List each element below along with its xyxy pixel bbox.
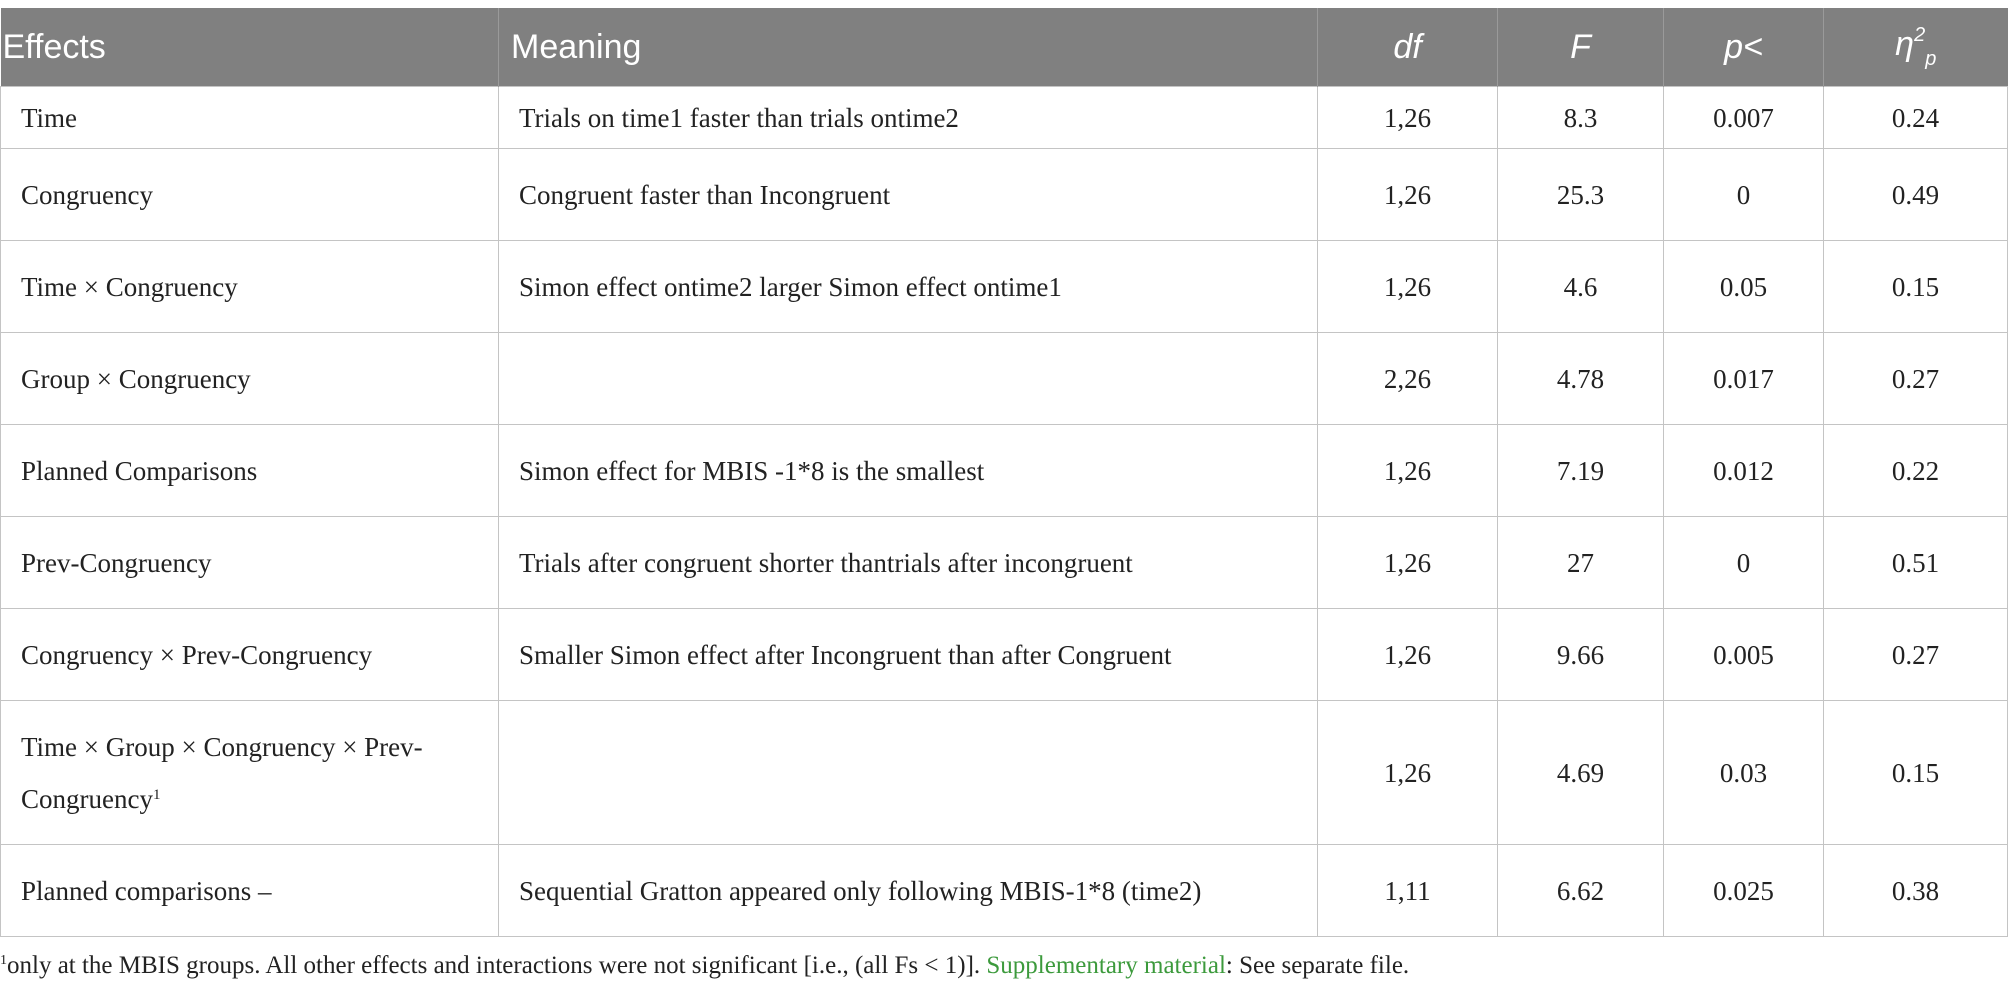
- table-header-row: [1, 8, 2008, 87]
- p-cell: 0.03: [1664, 701, 1824, 845]
- header-df: df: [1318, 8, 1498, 87]
- meaning-cell: Congruent faster than Incongruent: [499, 149, 1318, 241]
- header-p: p<: [1664, 8, 1824, 87]
- eta-cell: 0.49: [1824, 149, 2008, 241]
- f-cell: 25.3: [1498, 149, 1664, 241]
- f-cell: 8.3: [1498, 87, 1664, 149]
- p-cell: 0.005: [1664, 609, 1824, 701]
- table-row: [1, 425, 2008, 517]
- effect-cell: [1, 701, 499, 845]
- eta-cell: 0.51: [1824, 517, 2008, 609]
- eta-cell: 0.15: [1824, 701, 2008, 845]
- df-cell: 1,26: [1318, 87, 1498, 149]
- table-row: [1, 333, 2008, 425]
- effect-cell: Congruency × Prev-Congruency: [1, 609, 499, 701]
- p-cell: 0.007: [1664, 87, 1824, 149]
- header-effects: Effects: [1, 8, 499, 87]
- f-cell: 27: [1498, 517, 1664, 609]
- p-cell: 0: [1664, 517, 1824, 609]
- df-cell: 2,26: [1318, 333, 1498, 425]
- table-row: [1, 609, 2008, 701]
- effect-cell: Planned Comparisons: [1, 425, 499, 517]
- footnote-marker: 1: [152, 786, 161, 803]
- table-row: [1, 149, 2008, 241]
- footnote-number: 1: [0, 953, 7, 968]
- meaning-cell: Smaller Simon effect after Incongruent than after Congruent: [499, 609, 1318, 701]
- df-cell: 1,26: [1318, 701, 1498, 845]
- table-row: [1, 241, 2008, 333]
- eta-cell: 0.27: [1824, 333, 2008, 425]
- f-cell: 7.19: [1498, 425, 1664, 517]
- meaning-cell: Simon effect ontime2 larger Simon effect ontime1: [499, 241, 1318, 333]
- meaning-cell: [499, 333, 1318, 425]
- effect-cell: Group × Congruency: [1, 333, 499, 425]
- f-cell: 4.6: [1498, 241, 1664, 333]
- eta-superscript: 2: [1914, 23, 1926, 46]
- effect-line-2: Congruency: [21, 783, 153, 814]
- eta-symbol: η: [1895, 24, 1915, 63]
- df-cell: 1,11: [1318, 845, 1498, 937]
- table-footnote: [0, 952, 1409, 980]
- p-cell: 0.025: [1664, 845, 1824, 937]
- eta-cell: 0.15: [1824, 241, 2008, 333]
- effect-cell: Time: [1, 87, 499, 149]
- footnote-text: only at the MBIS groups. All other effects and interactions were not significant [i.e., (all Fs < 1)].: [7, 952, 987, 979]
- footnote-tail: : See separate file.: [1225, 952, 1410, 979]
- f-cell: 9.66: [1498, 609, 1664, 701]
- eta-cell: 0.22: [1824, 425, 2008, 517]
- df-cell: 1,26: [1318, 609, 1498, 701]
- df-cell: 1,26: [1318, 241, 1498, 333]
- table-row: [1, 87, 2008, 149]
- meaning-cell: Trials after congruent shorter thantrials after incongruent: [499, 517, 1318, 609]
- eta-cell: 0.38: [1824, 845, 2008, 937]
- eta-cell: 0.27: [1824, 609, 2008, 701]
- meaning-cell: [499, 701, 1318, 845]
- supplementary-material-link[interactable]: Supplementary material: [986, 952, 1226, 979]
- effect-cell: Time × Congruency: [1, 241, 499, 333]
- p-cell: 0.05: [1664, 241, 1824, 333]
- header-f: F: [1498, 8, 1664, 87]
- meaning-cell: Sequential Gratton appeared only following MBIS-1*8 (time2): [499, 845, 1318, 937]
- header-meaning: Meaning: [499, 8, 1318, 87]
- header-eta-squared: [1824, 8, 2008, 87]
- p-cell: 0: [1664, 149, 1824, 241]
- df-cell: 1,26: [1318, 149, 1498, 241]
- df-cell: 1,26: [1318, 517, 1498, 609]
- eta-cell: 0.24: [1824, 87, 2008, 149]
- eta-subscript: p: [1925, 47, 1937, 70]
- meaning-cell: Simon effect for MBIS -1*8 is the smallest: [499, 425, 1318, 517]
- anova-results-table: [0, 8, 2008, 937]
- p-cell: 0.017: [1664, 333, 1824, 425]
- table-row: [1, 701, 2008, 845]
- effect-line-1: Time × Group × Congruency × Prev-: [21, 731, 423, 762]
- p-cell: 0.012: [1664, 425, 1824, 517]
- meaning-cell: Trials on time1 faster than trials ontime2: [499, 87, 1318, 149]
- effect-cell: Congruency: [1, 149, 499, 241]
- table-row: [1, 517, 2008, 609]
- f-cell: 6.62: [1498, 845, 1664, 937]
- effect-cell: Planned comparisons –: [1, 845, 499, 937]
- f-cell: 4.69: [1498, 701, 1664, 845]
- df-cell: 1,26: [1318, 425, 1498, 517]
- f-cell: 4.78: [1498, 333, 1664, 425]
- effect-cell: Prev-Congruency: [1, 517, 499, 609]
- table-row: [1, 845, 2008, 937]
